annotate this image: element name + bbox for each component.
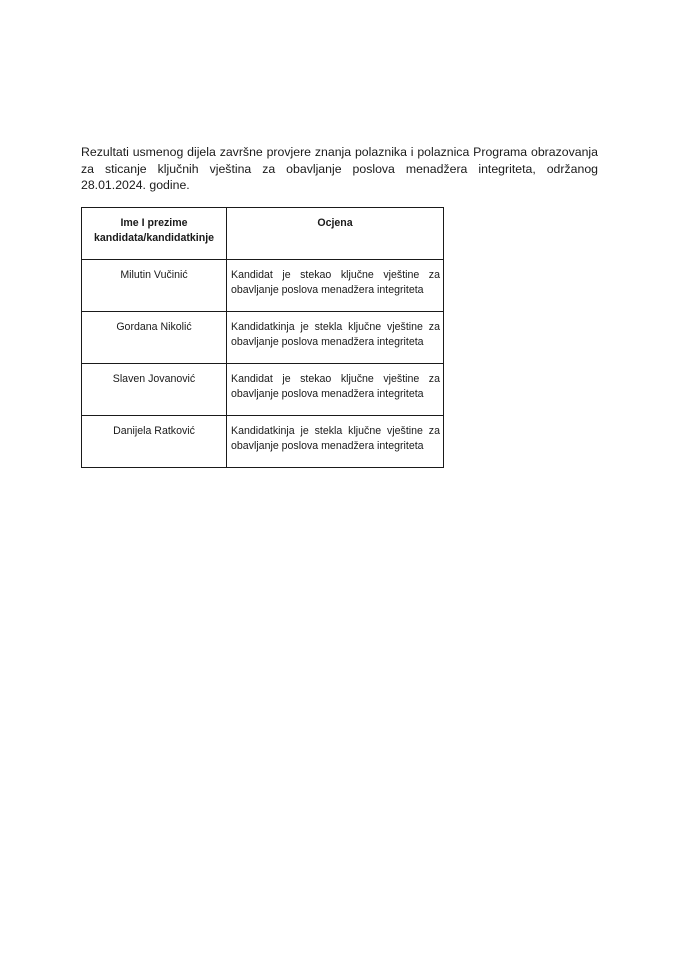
table-row (82, 416, 444, 468)
candidate-grade: Kandidat je stekao ključne vještine za obavljanje poslova menadžera integriteta (227, 364, 444, 416)
results-table (81, 207, 444, 468)
candidate-grade: Kandidat je stekao ključne vještine za obavljanje poslova menadžera integriteta (227, 260, 444, 312)
table-row (82, 312, 444, 364)
candidate-name: Slaven Jovanović (82, 364, 227, 416)
candidate-name: Gordana Nikolić (82, 312, 227, 364)
header-grade: Ocjena (227, 208, 444, 260)
candidate-name: Milutin Vučinić (82, 260, 227, 312)
candidate-grade: Kandidatkinja je stekla ključne vještine za obavljanje poslova menadžera integriteta (227, 416, 444, 468)
intro-paragraph: Rezultati usmenog dijela završne provjere znanja polaznika i polaznica Programa obrazovanja za sticanje ključnih vještina za obavljanje poslova menadžera integriteta, održanog 28.01.2024. godine. (81, 145, 598, 193)
candidate-name: Danijela Ratković (82, 416, 227, 468)
table-row (82, 260, 444, 312)
header-name: Ime I prezime kandidata/kandidatkinje (82, 208, 227, 260)
candidate-grade: Kandidatkinja je stekla ključne vještine za obavljanje poslova menadžera integriteta (227, 312, 444, 364)
table-row (82, 364, 444, 416)
table-header-row (82, 208, 444, 260)
